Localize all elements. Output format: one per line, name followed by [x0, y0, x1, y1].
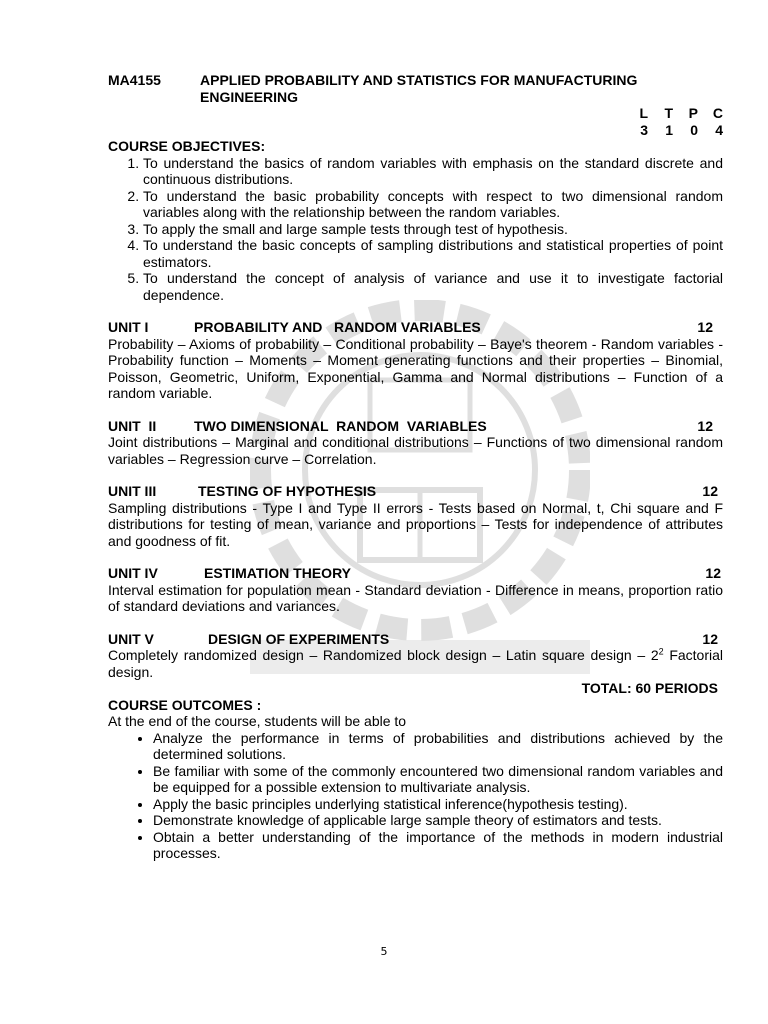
exponent: 2	[658, 646, 664, 657]
unit-title: TESTING OF HYPOTHESIS	[198, 483, 377, 499]
outcome-item: • Be familiar with some of the commonly encountered two dimensional random variables and be equipped for a possible extension to multivariate analysis.	[153, 763, 723, 796]
ltpc-value-p: 0	[690, 121, 698, 138]
unit-5	[108, 631, 723, 681]
unit-body: Interval estimation for population mean - Standard deviation - Difference in means, proportion ratio of standard deviations and variances.	[108, 581, 723, 614]
ltpc-label-t: T	[664, 105, 673, 121]
outcomes-list	[108, 730, 723, 862]
ltpc-values	[108, 122, 723, 139]
unit-hours: 12	[697, 319, 713, 335]
unit-body: Joint distributions – Marginal and conditional distributions – Functions of two dimensional random variables – Regression curve – Correlation.	[108, 434, 723, 467]
course-title-line-1: APPLIED PROBABILITY AND STATISTICS FOR MANUFACTURING	[200, 72, 638, 88]
unit-body	[108, 647, 723, 680]
unit-number: UNIT I	[108, 319, 149, 335]
outcome-item: • Obtain a better understanding of the importance of the methods in modern industrial processes.	[153, 829, 723, 862]
unit-body: Probability – Axioms of probability – Conditional probability – Baye's theorem - Random variables - Probability function – Moments – Moment generating functions and their properties – Binomial, Poisson, Geometric, Uniform, Exponential, Gamma and Normal distributions – Function of a random variable.	[108, 335, 723, 401]
unit-hours: 12	[705, 565, 721, 581]
unit-title: ESTIMATION THEORY	[204, 565, 351, 581]
syllabus-page	[108, 72, 723, 862]
unit-number: UNIT II	[108, 417, 157, 434]
outcomes-intro: At the end of the course, students will be able to	[108, 713, 407, 729]
course-header	[108, 72, 723, 105]
objective-item: 3. To apply the small and large sample tests through test of hypothesis.	[143, 221, 723, 238]
ltpc-labels	[108, 105, 723, 122]
unit-hours: 12	[702, 630, 718, 647]
outcome-item: • Apply the basic principles underlying statistical inference(hypothesis testing).	[153, 796, 723, 813]
objective-item: 4. To understand the basic concepts of sampling distributions and statistical properties of point estimators.	[143, 237, 723, 270]
unit-number: UNIT III	[108, 483, 157, 499]
ltpc-value-c: 4	[715, 121, 723, 138]
objective-item: 2. To understand the basic probability concepts with respect to two dimensional random variables along with the relationship between the random variables.	[143, 188, 723, 221]
unit-title: PROBABILITY AND RANDOM VARIABLES	[194, 319, 481, 335]
unit-3	[108, 483, 723, 549]
unit-body-text: Factorial design.	[108, 647, 723, 680]
unit-hours: 12	[702, 483, 718, 499]
outcome-item: • Analyze the performance in terms of probabilities and distributions achieved by the determined solutions.	[153, 730, 723, 763]
objectives-list	[108, 155, 723, 304]
unit-body: Sampling distributions - Type I and Type II errors - Tests based on Normal, t, Chi square and F distributions for testing of mean, variance and proportions – Tests for independence of attributes and goodness of fit.	[108, 499, 723, 549]
ltpc-label-c: C	[712, 105, 723, 121]
unit-title: DESIGN OF EXPERIMENTS	[208, 630, 390, 647]
unit-body-text: Completely randomized design – Randomized block design – Latin square design – 2	[108, 647, 659, 663]
unit-2	[108, 418, 723, 468]
ltpc-value-t: 1	[665, 121, 673, 138]
objective-item: 1. To understand the basics of random variables with emphasis on the standard discrete and continuous distributions.	[143, 155, 723, 188]
unit-number: UNIT V	[108, 630, 154, 647]
unit-number: UNIT IV	[108, 565, 158, 581]
ltpc-value-l: 3	[640, 121, 648, 138]
objectives-heading: COURSE OBJECTIVES:	[108, 138, 266, 154]
unit-hours: 12	[697, 417, 713, 434]
unit-4	[108, 565, 723, 615]
objective-item: 5. To understand the concept of analysis of variance and use it to investigate factorial dependence.	[143, 270, 723, 303]
total-periods: TOTAL: 60 PERIODS	[581, 680, 718, 696]
unit-1	[108, 319, 723, 402]
unit-title: TWO DIMENSIONAL RANDOM VARIABLES	[194, 417, 487, 434]
course-title	[200, 72, 637, 105]
outcome-item: • Demonstrate knowledge of applicable large sample theory of estimators and tests.	[153, 812, 723, 829]
outcomes-heading: COURSE OUTCOMES :	[108, 696, 262, 713]
ltpc-label-l: L	[639, 105, 648, 121]
page-number: 5	[380, 945, 388, 958]
course-title-line-2: ENGINEERING	[200, 88, 299, 105]
course-code: MA4155	[108, 72, 161, 88]
ltpc-label-p: P	[688, 105, 698, 121]
